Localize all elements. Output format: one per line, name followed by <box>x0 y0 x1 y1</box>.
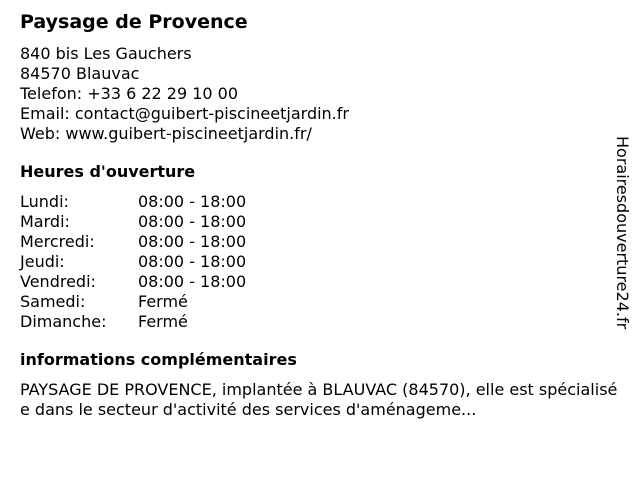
day-hours: 08:00 - 18:00 <box>138 212 247 231</box>
hours-row-friday <box>20 272 246 292</box>
telefon: Telefon: +33 6 22 29 10 00 <box>20 84 239 103</box>
hours-row-wednesday <box>20 232 246 252</box>
day-label: Lundi: <box>20 192 69 211</box>
day-label: Mercredi: <box>20 232 95 251</box>
day-hours: 08:00 - 18:00 <box>138 232 247 251</box>
business-card <box>20 10 618 420</box>
day-label: Samedi: <box>20 292 86 311</box>
contact-block <box>20 44 600 144</box>
hours-row-tuesday <box>20 212 246 232</box>
day-hours: Fermé <box>138 312 188 331</box>
day-label: Mardi: <box>20 212 70 231</box>
additional-info-heading: informations complémentaires <box>20 350 297 369</box>
day-label: Jeudi: <box>20 252 65 271</box>
site-watermark: Horairesdouverture24.fr <box>613 136 632 330</box>
opening-hours-table <box>20 192 246 332</box>
day-label: Vendredi: <box>20 272 96 291</box>
day-hours: 08:00 - 18:00 <box>138 252 247 271</box>
hours-row-saturday <box>20 292 246 312</box>
website: Web: www.guibert-piscineetjardin.fr/ <box>20 124 312 143</box>
day-label: Dimanche: <box>20 312 107 331</box>
address-line-2: 84570 Blauvac <box>20 64 140 83</box>
address-line-1: 840 bis Les Gauchers <box>20 44 192 63</box>
day-hours: 08:00 - 18:00 <box>138 192 247 211</box>
hours-row-sunday <box>20 312 246 332</box>
business-name: Paysage de Provence <box>20 11 248 33</box>
hours-row-thursday <box>20 252 246 272</box>
email: Email: contact@guibert-piscineetjardin.fr <box>20 104 349 123</box>
day-hours: Fermé <box>138 292 188 311</box>
additional-info-text: PAYSAGE DE PROVENCE, implantée à BLAUVAC (84570), elle est spécialisée dans le secteur d'activité des services d'aménageme... <box>20 380 618 419</box>
opening-hours-heading: Heures d'ouverture <box>20 162 196 181</box>
hours-row-monday <box>20 192 246 212</box>
day-hours: 08:00 - 18:00 <box>138 272 247 291</box>
